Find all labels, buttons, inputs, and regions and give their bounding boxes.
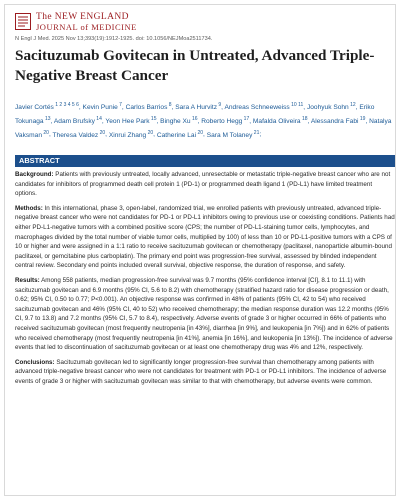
abstract-section-label: Conclusions:	[15, 358, 55, 366]
journal-header	[15, 12, 315, 32]
nejm-logo-icon	[15, 13, 31, 30]
author-name: Catherine Lai	[156, 131, 197, 139]
article-card	[4, 4, 396, 496]
author-link[interactable]	[126, 104, 172, 111]
author-name: Sara A Hurvitz	[175, 104, 217, 112]
author-name: Eriko Tokunaga	[15, 104, 375, 125]
author-affiliation: 15	[149, 115, 157, 122]
author-affiliation: 21	[252, 129, 260, 136]
abstract-section	[15, 358, 395, 387]
author-link[interactable]	[310, 115, 366, 125]
abstract-section-text: Patients with previously untreated, locally advanced, unresectable or metastatic triple-negative breast cancer who are not candidates for inhibitors of programmed death cell protein 1 (PD-1) or programmed death ligand 1 (PD-L1) have limited treatment options.	[15, 171, 391, 198]
author-name: Kevin Punie	[82, 104, 118, 112]
abstract-section-text: Among 558 patients, median progression-free survival was 9.7 months (95% confidence interval [CI], 8.1 to 11.1) with sacituzumab govitecan and 6.9 months (95% CI, 5.6 to 8.2) with chemotherapy (stratified hazard ratio for disease progression or death, 0.62; 95% CI, 0.50 to 0.77; P<0.001). An objective response was confirmed in 48% of patients (95% CI, 42 to 54) who received sacituzumab govitecan and 46% (95% CI, 40 to 52) who received chemotherapy; the median response duration was 12.2 months (95% CI, 9.7 to 13.8) and 7.2 months (95% CI, 5.7 to 8.4), respectively. Adverse events of grade 3 or higher occurred in 66% of patients who received sacituzumab govitecan (most frequently neutropenia [in 43%], diarrhea [in 9%], and leukopenia [in 7%]) and in 62% of patients who received chemotherapy (most frequently neutropenia [in 41%], anemia [in 16%], and leukopenia [in 13%]). The incidence of adverse events that led to discontinuation of sacituzumab govitecan or at least one chemotherapy drug was 4% and 12%, respectively.	[15, 276, 393, 352]
author-name: Xinrui Zhang	[108, 131, 147, 139]
author-name: Andreas Schneeweiss	[224, 104, 290, 112]
abstract-heading: ABSTRACT	[15, 155, 395, 167]
author-link[interactable]	[156, 129, 204, 139]
author-link[interactable]	[252, 115, 308, 125]
author-affiliation: 8	[167, 102, 172, 108]
author-link[interactable]	[206, 129, 260, 139]
author-affiliation: 14	[94, 115, 102, 122]
author-affiliation: 20	[42, 129, 49, 136]
author-name: Alessandra Fabi	[310, 117, 359, 125]
journal-name-line1: The NEW ENGLAND	[36, 12, 129, 22]
author-name: Sara M Tolaney	[206, 131, 253, 139]
author-affiliation: 12	[348, 102, 356, 108]
author-link[interactable]	[83, 104, 122, 111]
author-link[interactable]	[201, 115, 250, 125]
author-name: Carlos Barrios	[125, 104, 168, 112]
author-affiliation: 19	[358, 115, 366, 122]
author-link[interactable]	[53, 115, 102, 125]
author-affiliation: 1 2 3 4 5 6	[53, 102, 79, 108]
author-link[interactable]	[52, 129, 106, 139]
author-name: Adam Brufsky	[53, 117, 95, 125]
author-name: Binghe Xu	[160, 117, 191, 125]
author-affiliation: 10 11	[289, 102, 304, 108]
author-affiliation: 7	[117, 102, 122, 108]
author-link[interactable]	[175, 104, 221, 111]
author-affiliation: 20	[196, 129, 204, 136]
author-link[interactable]	[108, 129, 154, 139]
author-name: Roberto Hegg	[201, 117, 243, 125]
abstract-section-text: In this international, phase 3, open-label, randomized trial, we enrolled patients with previously untreated, advanced triple-negative breast cancer who were not candidates for PD-1 or PD-L1 inhibitors owing to previous use or coexisting conditions. Patients had either PD-L1-negative tumors with a combined positive score (CPS; the number of PD-L1-staining tumor cells, lymphocytes, and macrophages divided by the total number of viable tumor cells, multiplied by 100) of less than 10 or PD-L1-positive tumors with a CPS of 10 or higher and were assigned in a 1:1 ratio to receive sacituzumab govitecan or chemotherapy (paclitaxel, nanoparticle albumin-bound paclitaxel, or gemcitabine plus carboplatin). The primary end point was progression-free survival, assessed by blinded independent central review. Secondary end points included overall survival, objective response, the duration of response, and safety.	[15, 204, 395, 270]
abstract-section-label: Methods:	[15, 204, 43, 212]
author-link[interactable]	[160, 115, 198, 125]
author-affiliation: 17	[242, 115, 250, 122]
abstract-section-label: Background:	[15, 171, 54, 178]
abstract-section-text: Sacituzumab govitecan led to significantly longer progression-free survival than chemotherapy among patients with advanced triple-negative breast cancer who were not candidates for treatment with PD-1 or PD-L1 inhibitors. The incidence of adverse events of grade 3 or higher with sacituzumab govitecan was similar to that with chemotherapy, but adverse events were common.	[15, 358, 387, 385]
abstract-section	[15, 170, 395, 199]
abstract-body	[15, 170, 395, 391]
author-link[interactable]	[307, 104, 356, 111]
citation-line: N Engl J Med. 2025 Nov 13;393(19):1912-1925. doi: 10.1056/NEJMoa2511734.	[15, 36, 213, 42]
abstract-section	[15, 276, 395, 353]
author-link[interactable]	[15, 104, 79, 111]
article-title: Sacituzumab Govitecan in Untreated, Advanced Triple-Negative Breast Cancer	[15, 47, 375, 84]
author-name: Yeon Hee Park	[105, 117, 150, 125]
abstract-section-label: Results:	[15, 276, 40, 284]
author-affiliation: 20	[146, 129, 154, 136]
author-name: Joohyuk Sohn	[306, 104, 349, 112]
author-affiliation: 20	[98, 129, 106, 136]
author-affiliation: 13	[43, 115, 51, 122]
author-name: Theresa Valdez	[52, 131, 99, 139]
author-list: Javier Cortés $^{1 2 3 4 5 6}$, Kevin Punie $^7$, Carlos Barrios $^8$, Sara A Hurvitz $^9$, Andreas Schneeweiss $^{10 11}$, Joohyuk Sohn $^{12}$, Eriko Tokunaga $^{13}$, Adam Brufsky $^{14}$, Yeon Hee Park $^{15}$, Binghe Xu $^{16}$, Roberto Hegg $^{17}$, Mafalda Oliveira $^{18}$, Alessandra Fabi $^{19}$, Natalya Vaksman $^{20}$, Theresa Valdez $^{20}$, Xinrui Zhang $^{20}$, Catherine Lai $^{20}$, Sara M Tolaney $^{21}$;	[15, 102, 392, 139]
author-name: Javier Cortés	[15, 104, 54, 112]
author-affiliation: 16	[190, 115, 198, 122]
author-name: Mafalda Oliveira	[252, 117, 301, 125]
author-affiliation: 9	[217, 102, 222, 108]
author-link[interactable]	[105, 115, 157, 125]
author-affiliation: 18	[300, 115, 308, 122]
abstract-section	[15, 204, 395, 271]
author-link[interactable]	[224, 104, 303, 111]
journal-name-line2: JOURNAL of MEDICINE	[36, 22, 137, 32]
author-name: Natalya Vaksman	[15, 117, 392, 139]
